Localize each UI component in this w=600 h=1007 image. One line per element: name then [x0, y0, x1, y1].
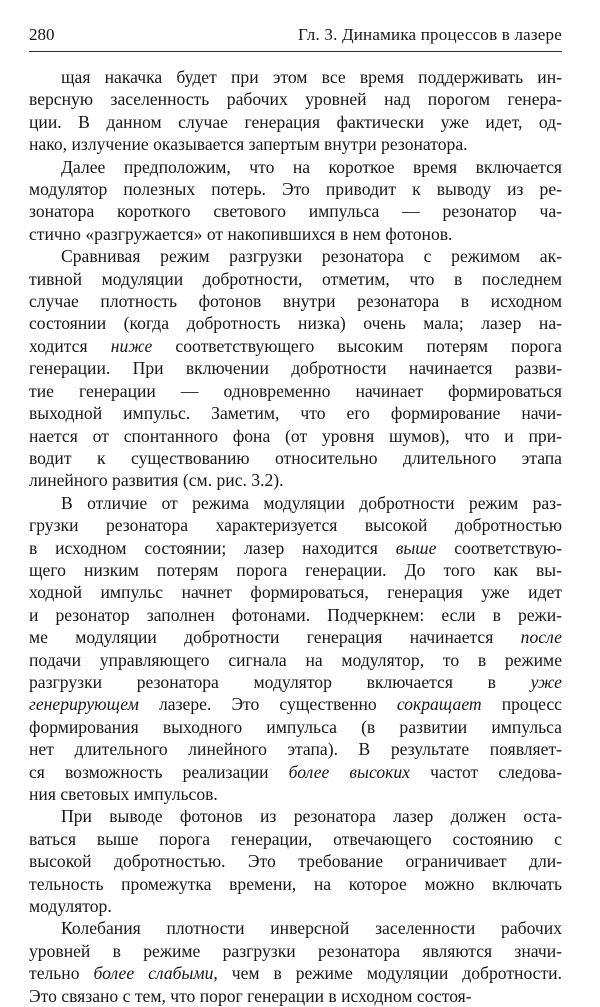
- text-run: разгрузки резонатора модулятор включается в: [29, 671, 531, 692]
- text-run: щего низким потерям порога генерации. До того как вы-: [29, 559, 562, 580]
- text-run: В отличие от режима модуляции добротности режим раз-: [61, 492, 562, 513]
- text-run: Это связано с тем, что порог генерации в исходном состоя-: [29, 985, 472, 1006]
- paragraph: [29, 245, 562, 491]
- text-run: версную заселенность рабочих уровней над порогом генера-: [29, 89, 562, 110]
- book-page: [29, 20, 562, 1006]
- text-line: [29, 805, 562, 827]
- text-run: частот следова-: [409, 761, 562, 782]
- emphasized-text: выше: [395, 537, 437, 558]
- text-line: [29, 940, 562, 962]
- text-line: [29, 985, 562, 1007]
- text-line: [29, 290, 562, 312]
- paragraph: [29, 66, 562, 156]
- text-run: нако, излучение оказывается запертым внутри резонатора.: [29, 134, 468, 155]
- emphasized-text: более высоких: [288, 761, 410, 782]
- text-run: Далее предположим, что на короткое время включается: [61, 156, 562, 177]
- text-line: [29, 178, 562, 200]
- text-line: [29, 693, 562, 715]
- text-line: [29, 626, 562, 648]
- text-line: [29, 447, 562, 469]
- text-line: [29, 380, 562, 402]
- page-header: [29, 20, 562, 50]
- text-run: нет длительного линейного этапа). В результате появляет-: [29, 739, 562, 760]
- text-run: выходной импульс. Заметим, что его формирование начи-: [29, 403, 562, 424]
- paragraph: [29, 492, 562, 806]
- text-run: формирования выходного импульса (в развитии импульса: [29, 716, 562, 737]
- text-run: линейного развития (см. рис. 3.2).: [29, 470, 284, 491]
- text-run: процесс: [481, 694, 562, 715]
- paragraph: [29, 156, 562, 246]
- text-line: [29, 200, 562, 222]
- text-line: [29, 133, 562, 155]
- text-run: Колебания плотности инверсной заселенности рабочих: [61, 918, 562, 939]
- text-line: [29, 223, 562, 245]
- text-run: , чем в режиме модуляции добротности.: [213, 963, 562, 984]
- text-run: случае плотность фотонов внутри резонатора в исходном: [29, 291, 562, 312]
- text-run: щая накачка будет при этом все время поддерживать ин-: [61, 67, 562, 87]
- text-line: [29, 88, 562, 110]
- text-run: высокой добротностью. Это требование ограничивает дли-: [29, 851, 562, 872]
- text-run: зонатора короткого светового импульса — резонатор ча-: [29, 201, 562, 222]
- header-rule: [29, 51, 562, 52]
- text-run: водит к существованию относительно длительного этапа: [29, 447, 562, 468]
- text-line: [29, 917, 562, 939]
- text-line: [29, 671, 562, 693]
- emphasized-text: более слабыми: [93, 963, 214, 984]
- text-line: [29, 828, 562, 850]
- text-run: и резонатор заполнен фотонами. Подчеркнем: если в режи-: [29, 604, 562, 625]
- text-line: [29, 738, 562, 760]
- text-run: уровней в режиме разгрузки резонатора являются значи-: [29, 940, 562, 961]
- text-line: [29, 492, 562, 514]
- text-line: [29, 268, 562, 290]
- text-run: При выводе фотонов из резонатора лазер должен оста-: [61, 806, 562, 827]
- text-line: [29, 245, 562, 267]
- emphasized-text: генерирующем: [29, 694, 139, 715]
- text-run: состоянии (когда добротность низка) очень мала; лазер на-: [29, 313, 562, 334]
- text-run: тие генерации — одновременно начинает формироваться: [29, 380, 562, 401]
- body-text: [29, 66, 562, 1007]
- running-title: Гл. 3. Динамика процессов в лазере: [298, 25, 562, 44]
- text-run: Сравнивая режим разгрузки резонатора с режимом ак-: [61, 246, 562, 267]
- text-run: тельность промежутка времени, на которое можно включать: [29, 873, 562, 894]
- emphasized-text: сокращает: [396, 694, 482, 715]
- text-line: [29, 335, 562, 357]
- text-run: стично «разгружается» от накопившихся в нем фотонов.: [29, 223, 453, 244]
- text-run: ходной импульс начнет формироваться, генерация уже идет: [29, 582, 562, 603]
- text-line: [29, 873, 562, 895]
- page-number: 280: [29, 25, 55, 44]
- paragraph: [29, 805, 562, 917]
- paragraph: [29, 917, 562, 1007]
- text-line: [29, 581, 562, 603]
- text-run: тивной модуляции добротности, отметим, что в последнем: [29, 268, 562, 289]
- text-line: [29, 604, 562, 626]
- text-run: генерации. При включении добротности начинается разви-: [29, 358, 562, 379]
- text-line: [29, 312, 562, 334]
- text-line: [29, 850, 562, 872]
- text-run: ходится: [29, 335, 111, 356]
- emphasized-text: уже: [530, 671, 562, 692]
- text-line: [29, 156, 562, 178]
- text-line: [29, 716, 562, 738]
- text-run: ся возможность реализации: [29, 761, 289, 782]
- text-run: ции. В данном случае генерация фактически уже идет, од-: [29, 111, 562, 132]
- text-line: [29, 425, 562, 447]
- text-line: [29, 514, 562, 536]
- text-line: [29, 469, 562, 491]
- text-run: ния световых импульсов.: [29, 784, 218, 804]
- text-line: [29, 559, 562, 581]
- text-run: лазере. Это существенно: [138, 694, 397, 715]
- text-run: соответствую-: [436, 537, 562, 558]
- text-line: [29, 649, 562, 671]
- text-line: [29, 761, 562, 783]
- text-line: [29, 66, 562, 88]
- text-run: ме модуляции добротности генерация начинается: [29, 627, 521, 648]
- text-run: ваться выше порога генерации, отвечающего состоянию с: [29, 828, 562, 849]
- text-run: в исходном состоянии; лазер находится: [29, 537, 396, 558]
- text-line: [29, 962, 562, 984]
- text-run: подачи управляющего сигнала на модулятор, то в режиме: [29, 649, 562, 670]
- text-line: [29, 402, 562, 424]
- text-run: тельно: [29, 963, 94, 984]
- text-line: [29, 537, 562, 559]
- text-line: [29, 783, 562, 805]
- text-line: [29, 357, 562, 379]
- text-line: [29, 111, 562, 133]
- text-run: соответствующего высоким потерям порога: [152, 335, 562, 356]
- text-run: модулятор полезных потерь. Это приводит к выводу из ре-: [29, 179, 562, 200]
- emphasized-text: после: [520, 627, 562, 648]
- text-line: [29, 895, 562, 917]
- emphasized-text: ниже: [110, 335, 153, 356]
- text-run: нается от спонтанного фона (от уровня шумов), что и при-: [29, 425, 562, 446]
- text-run: модулятор.: [29, 896, 112, 917]
- text-run: грузки резонатора характеризуется высокой добротностью: [29, 515, 562, 536]
